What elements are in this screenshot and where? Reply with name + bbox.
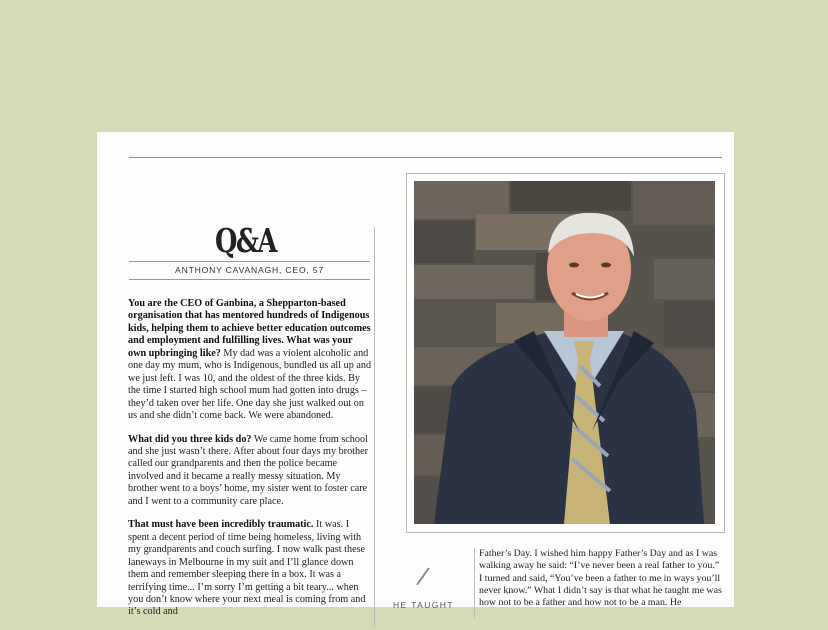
answer-text: We came home from school and she just wasn’t there. After about four days my brother called our grandparents and then the police became involved and it became a really messy situation. My brother went to a boys’ home, my sister went to foster care and I went to a community care place. — [128, 433, 369, 507]
question-text: That must have been incredibly traumatic. — [128, 519, 314, 531]
pull-quote-mark: / — [414, 561, 432, 591]
pull-quote: HE TAUGHT — [393, 600, 454, 610]
byline-rule-top — [129, 261, 370, 262]
byline: ANTHONY CAVANAGH, CEO, 57 — [175, 265, 324, 275]
column-divider — [374, 227, 375, 627]
magazine-page — [97, 132, 734, 618]
byline-rule-bottom — [129, 279, 370, 280]
article-body — [128, 298, 372, 630]
portrait-frame — [406, 173, 725, 533]
qa-heading: Q&A — [215, 221, 276, 260]
continuation-text: Father’s Day. I wished him happy Father’s Day and as I was walking away he said: “I’ve never been a real father to you.” I turned and said, “You’ve been a father to me in ways you’ll never know.” What I didn’t say is that what he taught me was how not to be a father and how not to be a man. He — [479, 548, 722, 609]
top-rule — [129, 157, 722, 158]
answer-text: My dad was a violent alcoholic and one day my mum, who is Indigenous, bundled us all up and we just left. I was 10, and the oldest of the three kids. By the time I started high school mum had gotten into drugs – they’d taken over her life. One day she just walked out on us and she didn’t come back. We were abandoned. — [128, 347, 372, 422]
question-text: You are the CEO of Ganbina, a Shepparton-based organisation that has mentored hundreds of Indigenous kids, helping them to achieve better education outcomes and employment and fulfilling lives. What was your own upbringing like? — [128, 298, 371, 359]
question-text: What did you three kids do? — [128, 433, 252, 445]
continuation-column — [479, 548, 724, 609]
portrait-photo — [414, 181, 715, 524]
portrait-illustration — [414, 181, 715, 524]
qa-paragraph — [128, 434, 372, 509]
column-divider-2 — [474, 548, 475, 618]
qa-paragraph — [128, 298, 372, 423]
qa-paragraph — [128, 519, 372, 619]
answer-text: It was. I spent a decent period of time being homeless, living with my grandparents and couch surfing. I now walk past these laneways in Melbourne in my suit and I’ll glance down them and remember sleeping there in a box. It was a terrifying time... I’m sorry I’m getting a bit teary... when you don’t know where your next meal is coming from and it’s cold and — [128, 519, 366, 618]
